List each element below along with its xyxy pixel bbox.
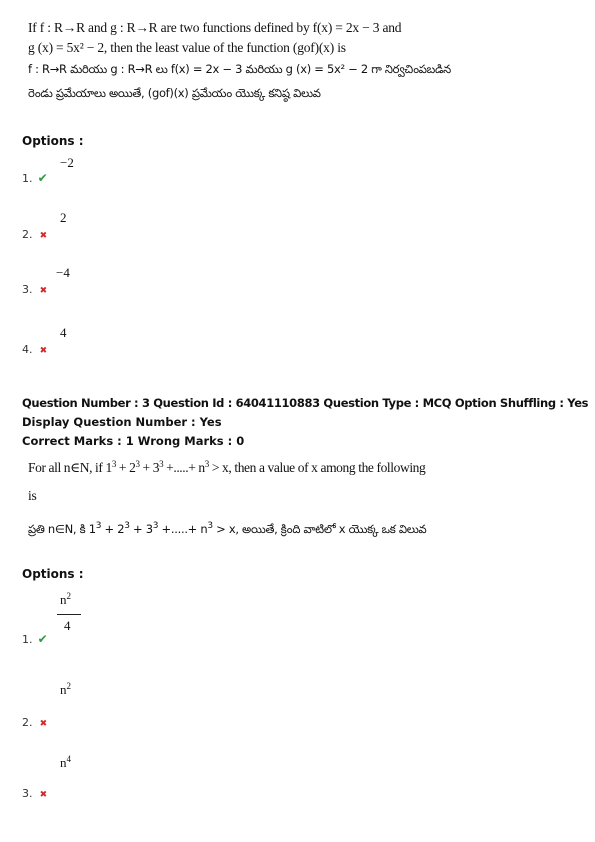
q3-meta-line2: Display Question Number : Yes <box>22 415 222 429</box>
q2-option-4-value: 4 <box>60 325 67 340</box>
q3-option-1-denominator: 4 <box>64 618 71 633</box>
q3-option-3-value: $n^4$ <box>60 754 71 770</box>
q2-option-4[interactable] <box>22 338 47 357</box>
q3-option-1-number: 1. <box>22 633 33 646</box>
q2-option-1-value: −2 <box>60 155 74 170</box>
fraction-bar <box>57 614 81 615</box>
cross-icon: ✖ <box>39 286 48 296</box>
q2-option-3-value: −4 <box>56 265 70 280</box>
q3-option-2[interactable] <box>22 711 47 730</box>
q3-option-2-number: 2. <box>22 716 33 729</box>
q3-options-label: Options : <box>22 567 84 581</box>
cross-icon: ✖ <box>39 790 48 800</box>
q2-options-label: Options : <box>22 134 84 148</box>
q2-line4-telugu: రెండు ప్రమేయాలు అయితే, (gof)(x) ప్రమేయం యొక్క కనిష్ఠ విలువ <box>28 86 321 100</box>
q3-option-3-number: 3. <box>22 787 33 800</box>
q2-option-2-value: 2 <box>60 210 67 225</box>
q3-option-3[interactable] <box>22 782 47 801</box>
q2-option-3[interactable] <box>22 278 47 297</box>
q2-line1: If f : R→R and g : R→R are two functions defined by f(x) = 2x − 3 and <box>28 20 402 35</box>
q3-meta-line3: Correct Marks : 1 Wrong Marks : 0 <box>22 434 245 448</box>
q2-option-1-number: 1. <box>22 172 33 185</box>
q2-option-4-number: 4. <box>22 343 33 356</box>
q2-option-2[interactable] <box>22 223 47 242</box>
q3-option-2-value: $n^2$ <box>60 681 71 697</box>
q2-option-2-number: 2. <box>22 228 33 241</box>
check-icon: ✔ <box>37 632 48 646</box>
q2-line2: g (x) = 5x² − 2, then the least value of the function (gof)(x) is <box>28 40 346 55</box>
q2-line3-telugu: f : R→R మరియు g : R→R లు f(x) = 2x − 3 మరియు g (x) = 5x² − 2 గా నిర్వచింపబడిన <box>28 62 451 76</box>
q3-meta-line1: Question Number : 3 Question Id : 64041110883 Question Type : MCQ Option Shuffling : Yes <box>22 396 589 410</box>
check-icon: ✔ <box>37 171 48 185</box>
q3-line3-telugu: ప్రతి n∈N, కి $1^3 + 2^3 + 3^3$ +.....+ $n^3 > x$, అయితే, క్రింది వాటిలో x యొక్క ఒక విలువ <box>28 521 427 536</box>
cross-icon: ✖ <box>39 231 48 241</box>
q3-line1: For all n∈N, if $1^3 + 2^3 + 3^3$ +.....+ $n^3 > x$, then a value of x among the following <box>28 459 426 475</box>
q2-option-1[interactable] <box>22 167 48 186</box>
q3-option-1[interactable] <box>22 628 48 647</box>
q2-option-3-number: 3. <box>22 283 33 296</box>
q3-option-1-numerator: $n^2$ <box>60 591 71 607</box>
cross-icon: ✖ <box>39 719 48 729</box>
q3-line2: is <box>28 488 37 503</box>
cross-icon: ✖ <box>39 346 48 356</box>
